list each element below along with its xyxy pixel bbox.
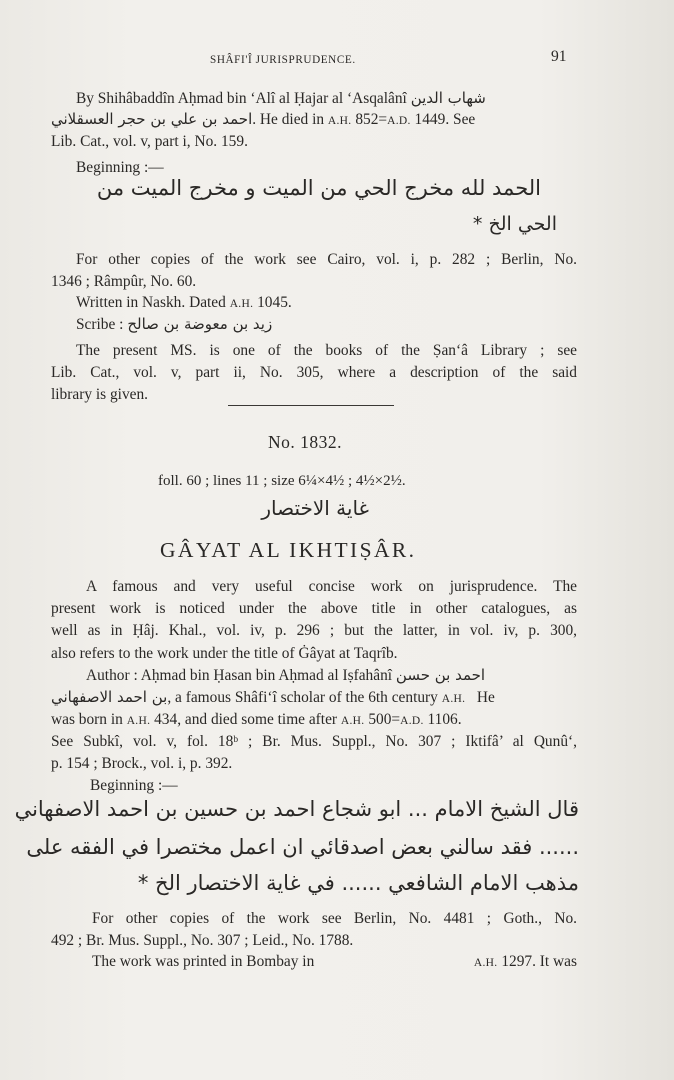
author-text: By Shihâbaddîn Aḥmad bin ‘Alî al Ḥajar al ‘Asqalânî — [76, 90, 407, 107]
entry-beginning-arabic-3: مذهب الامام الشافعي ...... في غاية الاختصار الخ * — [137, 871, 579, 895]
desc-line-1: A famous and very useful concise work on jurisprudence. The — [86, 578, 577, 595]
author-arabic-name: احمد بن علي بن حجر العسقلاني — [51, 110, 253, 128]
entry-number: No. 1832. — [268, 432, 343, 452]
printed-text: The work was printed in Bombay in — [92, 953, 315, 970]
written-text: Written in Naskh. Dated — [76, 294, 226, 311]
author-entry-line-3 — [51, 709, 462, 732]
desc-line-3: well as in Ḥâj. Khal., vol. iv, p. 296 ; but the latter, in vol. iv, p. 300, — [51, 622, 577, 639]
author-entry-line-2 — [51, 687, 495, 710]
printed-year: 1297. It was — [501, 953, 577, 970]
year-ah: 852= — [355, 111, 388, 128]
born-text: was born in — [51, 711, 123, 728]
year-ad: 1449. See — [414, 111, 476, 128]
entry-beginning-label: Beginning :— — [90, 777, 178, 794]
section-divider — [228, 405, 394, 406]
printed-line — [92, 951, 577, 974]
present-ms-3: library is given. — [51, 386, 149, 403]
author-line-2 — [51, 109, 577, 132]
author-scholar-text: , a famous Shâfi‘î scholar of the 6th century — [167, 689, 438, 706]
entry-foll: foll. 60 ; lines 11 ; size 6¼×4½ ; 4½×2½. — [158, 473, 406, 489]
ad-abbrev: A.D. — [387, 115, 411, 127]
author-entry-line-4: See Subkî, vol. v, fol. 18ᵇ ; Br. Mus. Suppl., No. 307 ; Iktifâ’ al Qunû‘, — [51, 733, 577, 750]
died-after-text: 434, and died some time after — [154, 711, 338, 728]
ad-abbrev: A.D. — [400, 715, 424, 727]
other-copies-1: For other copies of the work see Cairo, vol. i, p. 282 ; Berlin, No. — [76, 251, 577, 268]
entry-title-arabic: غاية الاختصار — [261, 496, 369, 520]
ah-abbrev: A.H. — [441, 693, 466, 705]
entry-other-copies-2: 492 ; Br. Mus. Suppl., No. 307 ; Leid., No. 1788. — [51, 932, 354, 949]
author-entry-arabic-2: بن احمد الاصفهاني — [51, 688, 168, 706]
entry-beginning-arabic-2: ...... فقد سالني بعض اصدقائي ان اعمل مختصرا في الفقه على — [26, 835, 579, 859]
scribe-label: Scribe : — [76, 316, 124, 333]
ah-abbrev: A.H. — [126, 715, 151, 727]
entry-beginning-arabic-1: قال الشيخ الامام ... ابو شجاع احمد بن حسين بن احمد الاصفهاني — [14, 797, 579, 821]
scribe-arabic: زيد بن معوضة بن صالح — [127, 315, 273, 333]
written-year: 1045. — [257, 294, 292, 311]
scribe-line — [76, 314, 272, 335]
ah-abbrev: A.H. — [229, 298, 254, 310]
lib-cat-ref: Lib. Cat., vol. v, part i, No. 159. — [51, 133, 248, 150]
year-ah: 500= — [368, 711, 401, 728]
ah-abbrev: A.H. — [473, 957, 498, 969]
entry-other-copies-1: For other copies of the work see Berlin, No. 4481 ; Goth., No. — [92, 910, 577, 927]
author-line-1 — [76, 88, 486, 109]
author-arabic: شهاب الدين — [410, 89, 486, 107]
year-ad: 1106. — [427, 711, 462, 728]
beginning-arabic-2: الحي الخ * — [472, 213, 557, 235]
desc-line-4: also refers to the work under the title of Ġâyat at Taqrîb. — [51, 645, 398, 662]
beginning-label: Beginning :— — [76, 159, 164, 176]
ah-abbrev: A.H. — [327, 115, 352, 127]
present-ms-1: The present MS. is one of the books of the Ṣan‘â Library ; see — [76, 342, 577, 359]
author-entry-arabic: احمد بن حسن — [395, 666, 486, 684]
running-header: SHÂFI'Î JURISPRUDENCE. — [210, 54, 356, 66]
beginning-arabic-1: الحمد لله مخرج الحي من الميت و مخرج الميت من — [96, 176, 541, 200]
ah-abbrev: A.H. — [340, 715, 365, 727]
page-number: 91 — [551, 48, 567, 65]
died-text: . He died in — [252, 111, 325, 128]
written-line — [76, 292, 292, 315]
author-entry-text: Author : Aḥmad bin Ḥasan bin Aḥmad al Iṣfahânî — [86, 667, 393, 684]
author-entry-line-1 — [86, 665, 485, 686]
entry-title: GÂYAT AL IKHTIṢÂR. — [160, 538, 417, 562]
author-entry-line-5: p. 154 ; Brock., vol. i, p. 392. — [51, 755, 233, 772]
desc-line-2: present work is noticed under the above title in other catalogues, as — [51, 600, 577, 617]
he-text: He — [476, 689, 495, 706]
present-ms-2: Lib. Cat., vol. v, part ii, No. 305, where a description of the said — [51, 364, 577, 381]
other-copies-2: 1346 ; Râmpûr, No. 60. — [51, 273, 197, 290]
